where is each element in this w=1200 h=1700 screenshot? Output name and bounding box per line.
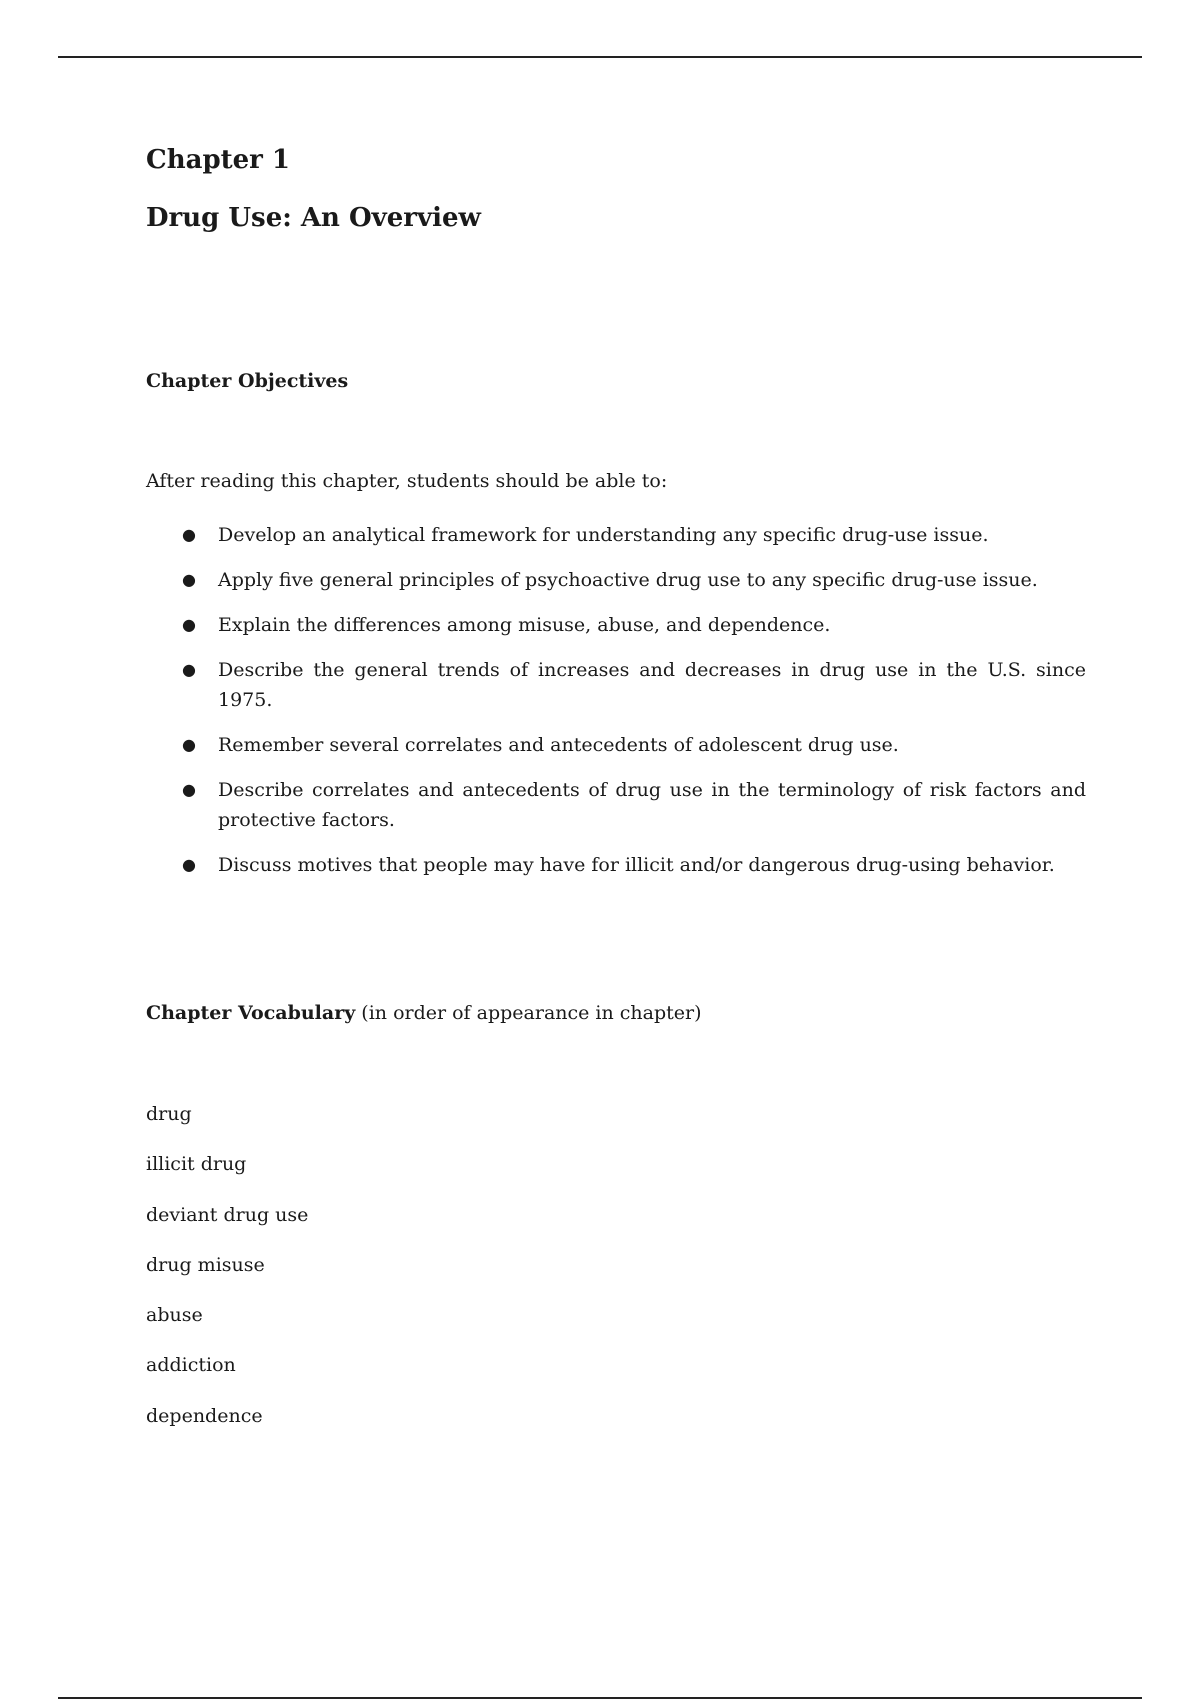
top-rule — [58, 56, 1142, 58]
objectives-list — [146, 520, 1086, 895]
vocabulary-term: dependence — [146, 1404, 263, 1427]
objective-text: Describe correlates and antecedents of drug use in the terminology of risk factors and protective factors. — [218, 779, 1086, 831]
objective-item — [146, 565, 1086, 595]
vocabulary-heading-note: (in order of appearance in chapter) — [355, 1002, 702, 1024]
vocabulary-term: deviant drug use — [146, 1203, 309, 1226]
bottom-rule — [58, 1697, 1142, 1699]
objective-text: Describe the general trends of increases and decreases in drug use in the U.S. since 1975. — [218, 659, 1086, 711]
objective-item — [146, 850, 1086, 880]
bullet-icon: ● — [182, 570, 196, 589]
bullet-icon: ● — [182, 735, 196, 754]
bullet-icon: ● — [182, 660, 196, 679]
vocabulary-list — [146, 1099, 308, 1451]
objectives-heading: Chapter Objectives — [146, 370, 349, 392]
bullet-icon: ● — [182, 855, 196, 874]
objective-item — [146, 520, 1086, 550]
objective-item — [146, 655, 1086, 715]
vocabulary-term: abuse — [146, 1304, 203, 1327]
objectives-intro: After reading this chapter, students should be able to: — [146, 470, 668, 492]
objective-item — [146, 730, 1086, 760]
objective-item — [146, 775, 1086, 835]
bullet-icon: ● — [182, 615, 196, 634]
vocabulary-term: illicit drug — [146, 1153, 247, 1176]
objective-text: Discuss motives that people may have for illicit and/or dangerous drug-using behavior. — [218, 854, 1055, 876]
objective-text: Remember several correlates and antecedents of adolescent drug use. — [218, 734, 899, 756]
vocabulary-heading-title: Chapter Vocabulary — [146, 1002, 356, 1024]
objective-item — [146, 610, 1086, 640]
vocabulary-term: drug — [146, 1103, 192, 1125]
vocabulary-term: drug misuse — [146, 1253, 265, 1276]
vocabulary-term: addiction — [146, 1354, 236, 1377]
chapter-title: Drug Use: An Overview — [146, 203, 481, 233]
bullet-icon: ● — [182, 525, 196, 544]
chapter-number: Chapter 1 — [146, 145, 291, 175]
objective-text: Develop an analytical framework for understanding any specific drug-use issue. — [218, 524, 989, 546]
objective-text: Apply five general principles of psychoactive drug use to any specific drug-use issue. — [218, 569, 1038, 591]
bullet-icon: ● — [182, 780, 196, 799]
objective-text: Explain the differences among misuse, abuse, and dependence. — [218, 614, 831, 636]
vocabulary-heading — [146, 1002, 702, 1024]
